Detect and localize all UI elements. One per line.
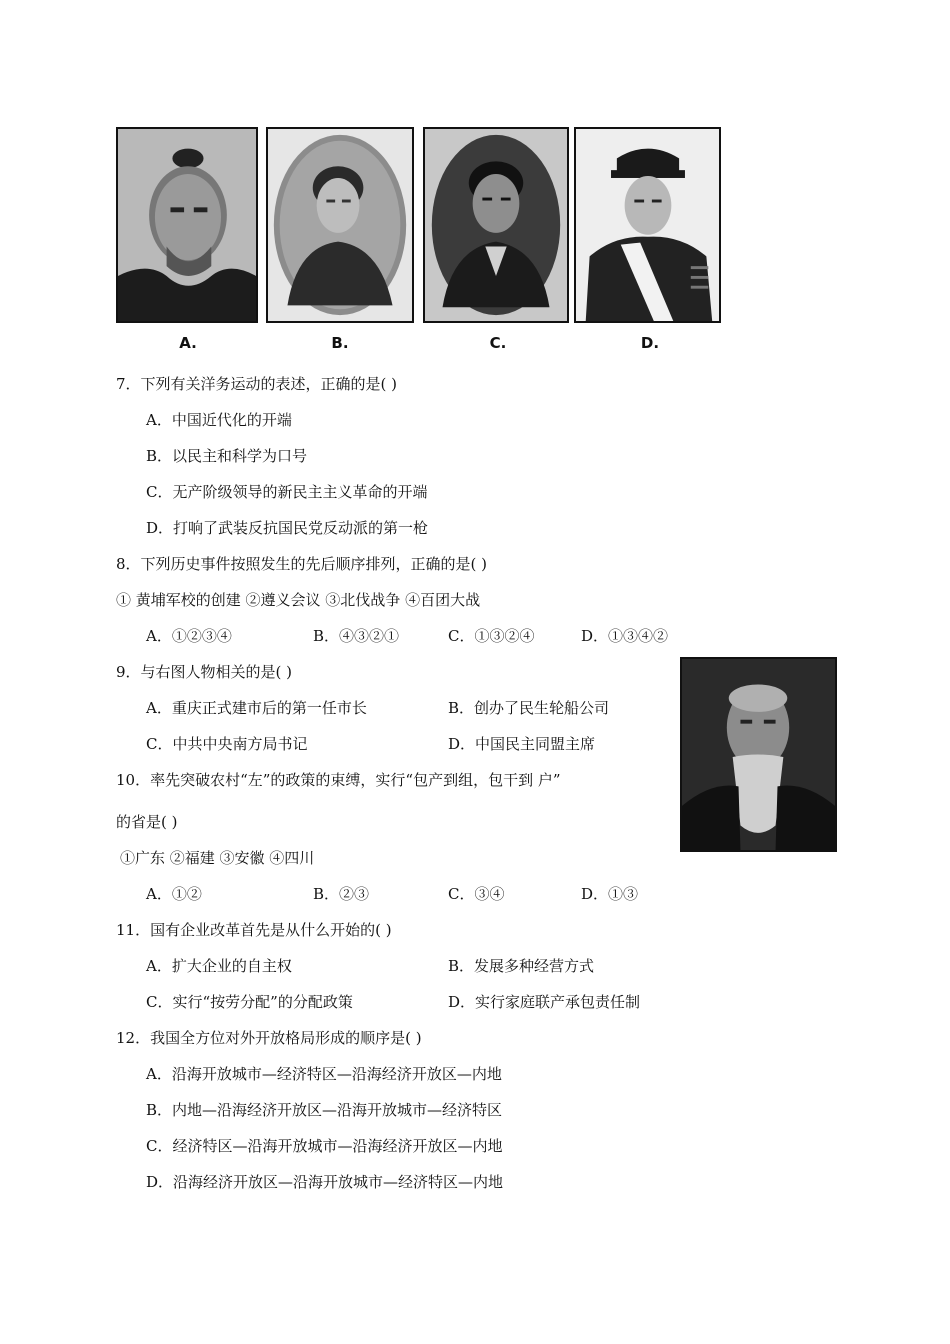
- photo-label-c: C.: [489, 334, 507, 352]
- question-9-option-d: D．中国民主同盟主席: [448, 735, 596, 753]
- question-8-option-b: B．④③②①: [313, 627, 400, 645]
- question-9-option-a: A．重庆正式建市后的第一任市长: [146, 699, 367, 717]
- photo-label-a: A.: [179, 334, 197, 352]
- question-7-option-b: B．以民主和科学为口号: [146, 447, 308, 465]
- portrait-photo-a: [116, 127, 258, 323]
- question-8-stem: 8．下列历史事件按照发生的先后顺序排列，正确的是( ): [116, 555, 488, 573]
- photo-label-d: D.: [640, 334, 660, 352]
- question-12-stem: 12．我国全方位对外开放格局形成的顺序是( ): [116, 1029, 422, 1047]
- question-11-option-a: A．扩大企业的自主权: [146, 957, 292, 975]
- question-10-stem-line2: 的省是( ): [116, 813, 178, 831]
- portrait-d-image: [576, 129, 719, 321]
- question-7-stem: 7．下列有关洋务运动的表述，正确的是( ): [116, 375, 398, 393]
- portrait-photo-b: [266, 127, 414, 323]
- question-7-option-a: A．中国近代化的开端: [146, 411, 292, 429]
- question-8-option-c: C．①③②④: [448, 627, 535, 645]
- question-10-stem-line1: 10．率先突破农村“左”的政策的束缚，实行“包产到组，包干到 户”: [116, 771, 561, 789]
- question-10-option-d: D．①③: [581, 885, 639, 903]
- question-9-option-b: B．创办了民生轮船公司: [448, 699, 610, 717]
- question-8-option-d: D．①③④②: [581, 627, 669, 645]
- question-11-option-c: C．实行“按劳分配”的分配政策: [146, 993, 353, 1011]
- question-11-option-d: D．实行家庭联产承包责任制: [448, 993, 641, 1011]
- question-9-stem: 9．与右图人物相关的是( ): [116, 663, 293, 681]
- question-10-option-b: B．②③: [313, 885, 370, 903]
- question-7-option-c: C．无产阶级领导的新民主主义革命的开端: [146, 483, 428, 501]
- question-10-option-a: A．①②: [146, 885, 202, 903]
- question-12-option-b: B．内地—沿海经济开放区—沿海开放城市—经济特区: [146, 1101, 503, 1119]
- question-8-items: ① 黄埔军校的创建 ②遵义会议 ③北伐战争 ④百团大战: [116, 591, 481, 609]
- portrait-photo-d: [574, 127, 721, 323]
- photo-label-b: B.: [331, 334, 349, 352]
- question-11-stem: 11．国有企业改革首先是从什么开始的( ): [116, 921, 392, 939]
- question-11-option-b: B．发展多种经营方式: [448, 957, 595, 975]
- portrait-photo-c: [423, 127, 569, 323]
- portrait-c-image: [425, 129, 567, 321]
- question-12-option-a: A．沿海开放城市—经济特区—沿海经济开放区—内地: [146, 1065, 502, 1083]
- question-10-option-c: C．③④: [448, 885, 505, 903]
- question-7-option-d: D．打响了武装反抗国民党反动派的第一枪: [146, 519, 429, 537]
- portrait-b-image: [268, 129, 412, 321]
- portrait-right-image: [682, 659, 835, 850]
- portrait-a-image: [118, 129, 256, 321]
- question-9-option-c: C．中共中央南方局书记: [146, 735, 308, 753]
- question-10-items: ①广东 ②福建 ③安徽 ④四川: [120, 849, 315, 867]
- portrait-photo-right: [680, 657, 837, 852]
- question-12-option-d: D．沿海经济开放区—沿海开放城市—经济特区—内地: [146, 1173, 504, 1191]
- question-12-option-c: C．经济特区—沿海开放城市—沿海经济开放区—内地: [146, 1137, 503, 1155]
- question-8-option-a: A．①②③④: [146, 627, 232, 645]
